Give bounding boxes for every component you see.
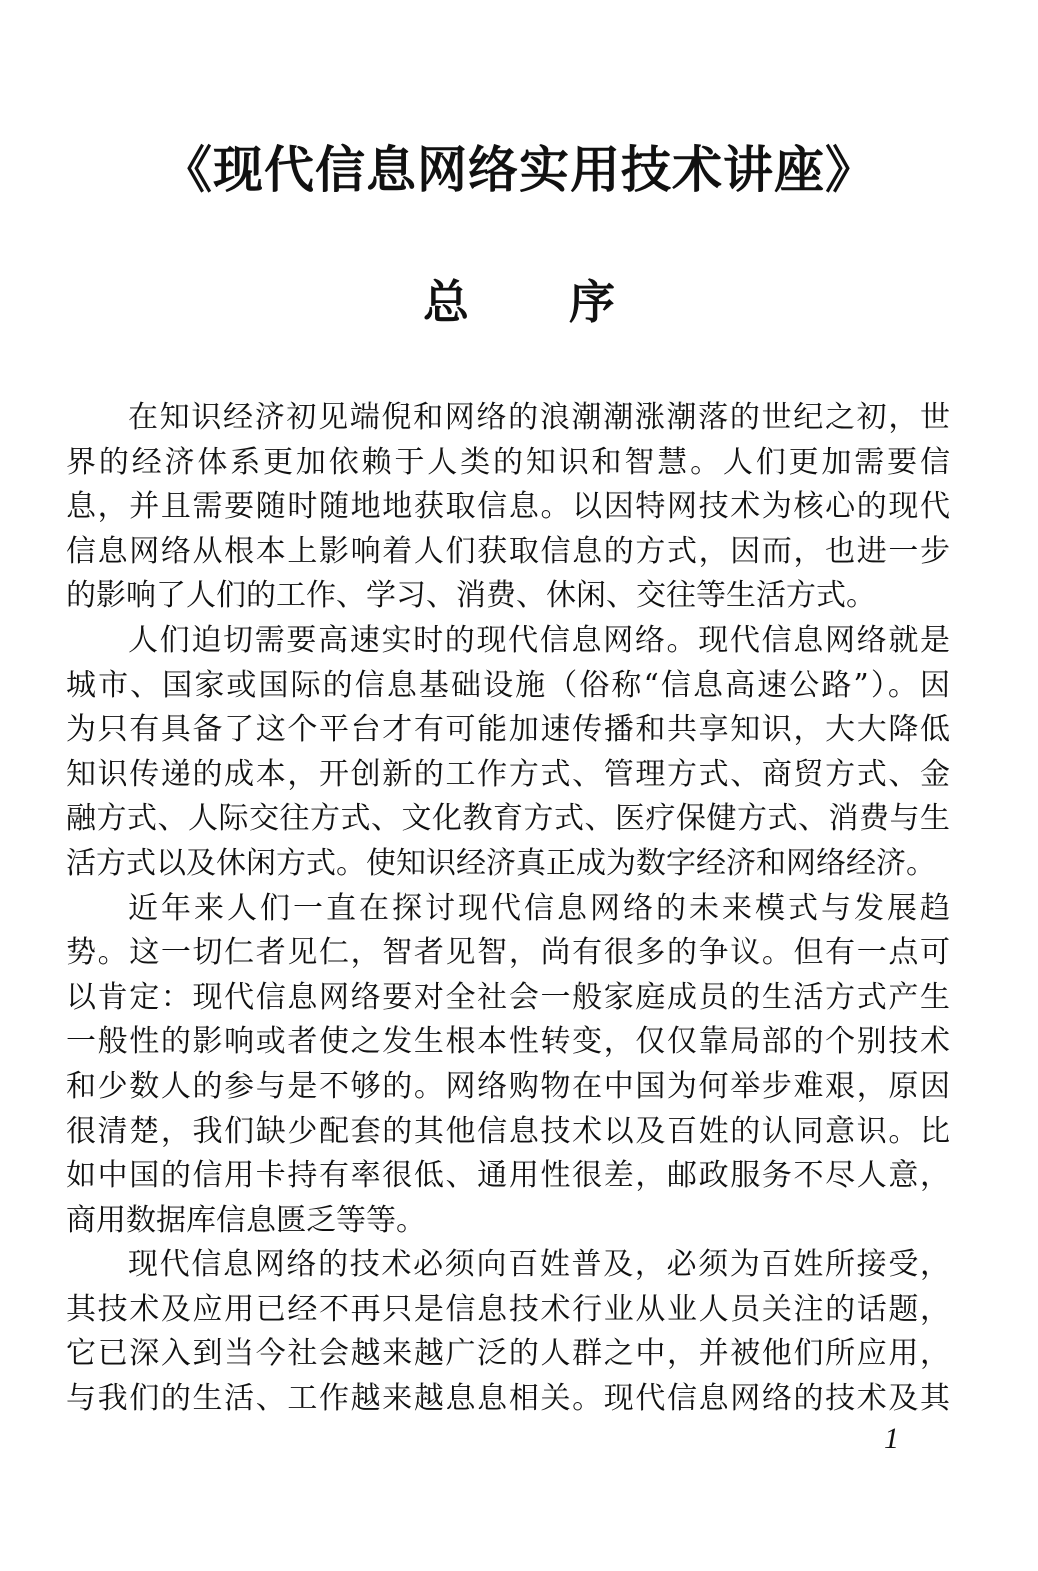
section-title-char-2: 序 bbox=[569, 275, 615, 329]
text-line: 在知识经济初见端倪和网络的浪潮潮涨潮落的世纪之初，世 bbox=[128, 400, 950, 435]
text-line: 以肯定：现代信息网络要对全社会一般家庭成员的生活方式产生 bbox=[66, 979, 950, 1015]
text-line: 商用数据库信息匮乏等等。 bbox=[66, 1202, 426, 1238]
section-title bbox=[0, 266, 1038, 332]
text-line: 和少数人的参与是不够的。网络购物在中国为何举步难艰，原因 bbox=[66, 1068, 950, 1104]
text-line: 界的经济体系更加依赖于人类的知识和智慧。人们更加需要信 bbox=[66, 444, 950, 480]
text-line: 势。这一切仁者见仁，智者见智，尚有很多的争议。但有一点可 bbox=[66, 935, 950, 971]
text-line: 与我们的生活、工作越来越息息相关。现代信息网络的技术及其 bbox=[66, 1381, 950, 1417]
text-line: 融方式、人际交往方式、文化教育方式、医疗保健方式、消费与生 bbox=[66, 801, 950, 837]
text-line: 其技术及应用已经不再只是信息技术行业从业人员关注的话题， bbox=[66, 1291, 950, 1327]
text-line: 信息网络从根本上影响着人们获取信息的方式，因而，也进一步 bbox=[66, 533, 950, 569]
paragraph-4 bbox=[66, 1243, 950, 1421]
paragraph-1 bbox=[66, 396, 950, 619]
series-title: 《现代信息网络实用技术讲座》 bbox=[162, 140, 876, 199]
text-line: 息，并且需要随时随地地获取信息。以因特网技术为核心的现代 bbox=[66, 489, 950, 525]
paragraph-3 bbox=[66, 887, 950, 1244]
text-line: 现代信息网络的技术必须向百姓普及，必须为百姓所接受， bbox=[128, 1247, 950, 1283]
body-text bbox=[66, 396, 950, 1422]
text-line: 很清楚，我们缺少配套的其他信息技术以及百姓的认同意识。比 bbox=[66, 1113, 950, 1149]
section-title-char-1: 总 bbox=[423, 275, 469, 329]
text-line: 的影响了人们的工作、学习、消费、休闲、交往等生活方式。 bbox=[66, 578, 876, 614]
text-line: 城市、国家或国际的信息基础设施（俗称“信息高速公路”）。因 bbox=[66, 667, 950, 703]
text-line: 为只有具备了这个平台才有可能加速传播和共享知识，大大降低 bbox=[66, 712, 950, 748]
text-line: 人们迫切需要高速实时的现代信息网络。现代信息网络就是 bbox=[128, 622, 950, 658]
text-line: 如中国的信用卡持有率很低、通用性很差，邮政服务不尽人意， bbox=[66, 1158, 950, 1194]
text-line: 一般性的影响或者使之发生根本性转变，仅仅靠局部的个别技术 bbox=[66, 1024, 950, 1060]
page-number: 1 bbox=[884, 1422, 899, 1455]
paragraph-2 bbox=[66, 619, 950, 887]
text-line: 知识传递的成本，开创新的工作方式、管理方式、商贸方式、金 bbox=[66, 756, 950, 792]
text-line: 活方式以及休闲方式。使知识经济真正成为数字经济和网络经济。 bbox=[66, 845, 936, 881]
text-line: 它已深入到当今社会越来越广泛的人群之中，并被他们所应用， bbox=[66, 1336, 950, 1372]
text-line: 近年来人们一直在探讨现代信息网络的未来模式与发展趋 bbox=[128, 890, 950, 926]
